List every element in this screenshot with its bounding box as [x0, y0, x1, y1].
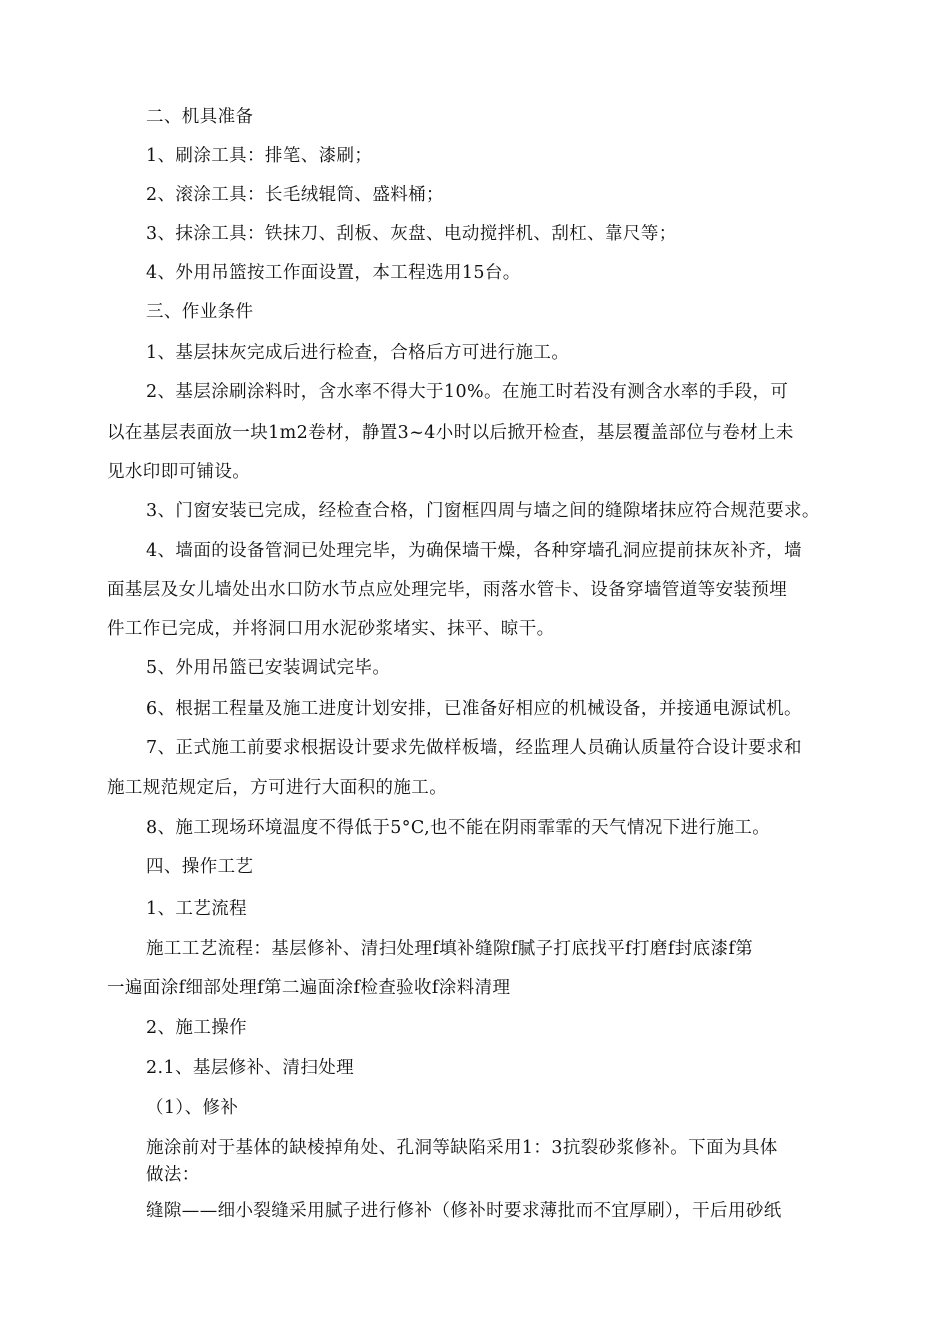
paragraph-line: 7、正式施工前要求根据设计要求先做样板墙，经监理人员确认质量符合设计要求和	[146, 738, 802, 758]
paragraph-line: 2、基层涂刷涂料时，含水率不得大于10%。在施工时若没有测含水率的手段，可	[146, 382, 789, 402]
heading-process-flow: 1、工艺流程	[146, 899, 248, 919]
heading-repair: （1）、修补	[146, 1098, 239, 1118]
heading-tools: 二、机具准备	[146, 107, 254, 127]
paragraph-line: 3、抹涂工具：铁抹刀、刮板、灰盘、电动搅拌机、刮杠、靠尺等；	[146, 224, 677, 244]
heading-base-repair: 2.1、基层修补、清扫处理	[146, 1058, 355, 1078]
paragraph-line: 6、根据工程量及施工进度计划安排，已准备好相应的机械设备，并接通电源试机。	[146, 699, 802, 719]
paragraph-line: 缝隙——细小裂缝采用腻子进行修补（修补时要求薄批而不宜厚刷），干后用砂纸	[146, 1201, 782, 1221]
paragraph-line: 1、基层抹灰完成后进行检查，合格后方可进行施工。	[146, 343, 570, 363]
paragraph-line: 一遍面涂f细部处理f第二遍面涂f检查验收f涂料清理	[107, 978, 511, 998]
paragraph-line: 件工作已完成，并将洞口用水泥砂浆堵实、抹平、晾干。	[107, 619, 555, 639]
paragraph-line: 施涂前对于基体的缺棱掉角处、孔洞等缺陷采用1：3抗裂砂浆修补。下面为具体	[146, 1138, 778, 1158]
paragraph-line: 4、外用吊篮按工作面设置，本工程选用15台。	[146, 263, 521, 283]
heading-construction: 2、施工操作	[146, 1018, 248, 1038]
paragraph-line: 3、门窗安装已完成，经检查合格，门窗框四周与墙之间的缝隙堵抹应符合规范要求。	[146, 501, 820, 521]
heading-operation: 四、操作工艺	[146, 857, 254, 877]
paragraph-line: 做法：	[146, 1165, 200, 1185]
paragraph-line: 4、墙面的设备管洞已处理完毕，为确保墙干燥，各种穿墙孔洞应提前抹灰补齐，墙	[146, 541, 802, 561]
heading-work-conditions: 三、作业条件	[146, 302, 254, 322]
paragraph-line: 2、滚涂工具：长毛绒辊筒、盛料桶；	[146, 185, 444, 205]
paragraph-line: 8、施工现场环境温度不得低于5°C,也不能在阴雨霏霏的天气情况下进行施工。	[146, 818, 771, 838]
paragraph-line: 以在基层表面放一块1m2卷材，静置3~4小时以后掀开检查，基层覆盖部位与卷材上未	[107, 423, 794, 443]
paragraph-line: 见水印即可铺设。	[107, 462, 251, 482]
paragraph-line: 1、刷涂工具：排笔、漆刷；	[146, 146, 373, 166]
paragraph-line: 5、外用吊篮已安装调试完毕。	[146, 658, 391, 678]
paragraph-line: 面基层及女儿墙处出水口防水节点应处理完毕，雨落水管卡、设备穿墙管道等安装预埋	[107, 580, 788, 600]
paragraph-line: 施工规范规定后，方可进行大面积的施工。	[107, 778, 448, 798]
paragraph-line: 施工工艺流程：基层修补、清扫处理f填补缝隙f腻子打底找平f打磨f封底漆f第	[146, 939, 754, 959]
